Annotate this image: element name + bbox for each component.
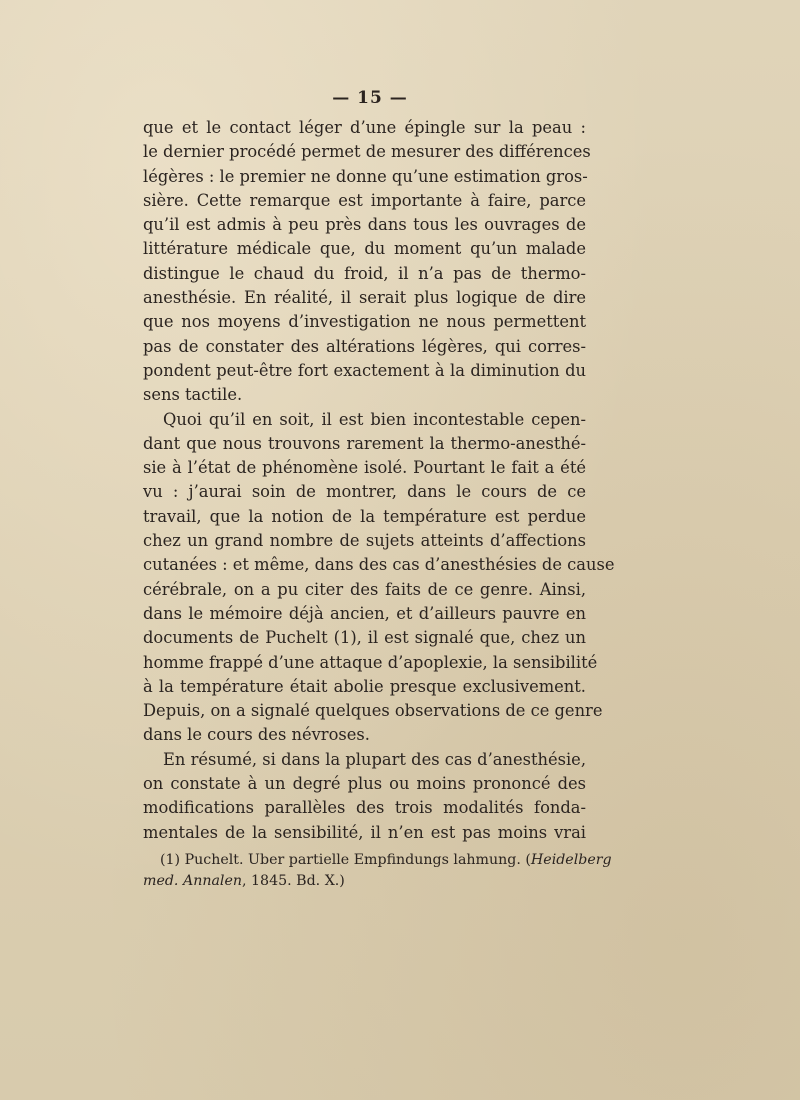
text-line: sens tactile. bbox=[143, 385, 243, 405]
footnote-line bbox=[143, 871, 588, 892]
text-line: distingue le chaud du froid, il n’a pas de thermo- bbox=[143, 263, 586, 283]
text-line: documents de Puchelt (1), il est signalé que, chez un bbox=[143, 628, 586, 648]
text-line: que nos moyens d’investigation ne nous permettent bbox=[143, 312, 586, 332]
footnote-text: , 1845. Bd. X.) bbox=[242, 873, 345, 889]
footnote-journal: med. Annalen bbox=[143, 873, 243, 889]
text-line: modifications parallèles des trois modalités fonda- bbox=[143, 798, 586, 818]
text-line: anesthésie. En réalité, il serait plus logique de dire bbox=[143, 288, 586, 308]
text-line: homme frappé d’une attaque d’apoplexie, la sensibilité bbox=[143, 652, 598, 672]
text-line: mentales de la sensibilité, il n’en est pas moins vrai bbox=[143, 822, 586, 842]
text-line: le dernier procédé permet de mesurer des différences bbox=[143, 142, 591, 162]
text-line: on constate à un degré plus ou moins prononcé des bbox=[143, 774, 586, 794]
text-line: dant que nous trouvons rarement la thermo-anesthé- bbox=[143, 433, 586, 453]
text-line: pas de constater des altérations légères, qui corres- bbox=[143, 336, 586, 356]
text-line: travail, que la notion de la température est perdue bbox=[143, 506, 586, 526]
text-line: Quoi qu’il en soit, il est bien incontestable cepen- bbox=[163, 409, 586, 429]
text-line: à la température était abolie presque exclusivement. bbox=[143, 676, 586, 696]
text-line: Depuis, on a signalé quelques observations de ce genre bbox=[143, 701, 603, 721]
footnote-journal: Heidelberg bbox=[530, 852, 612, 868]
page-number: — 15 — bbox=[332, 88, 408, 108]
text-line: que et le contact léger d’une épingle sur la peau : bbox=[143, 118, 586, 137]
text-line: chez un grand nombre de sujets atteints d’affections bbox=[143, 531, 586, 551]
text-line: En résumé, si dans la plupart des cas d’anesthésie, bbox=[163, 749, 586, 769]
text-line: dans le mémoire déjà ancien, et d’ailleurs pauvre en bbox=[143, 603, 586, 623]
text-line: vu : j’aurai soin de montrer, dans le cours de ce bbox=[143, 482, 586, 502]
text-line: cérébrale, on a pu citer des faits de ce genre. Ainsi, bbox=[143, 579, 586, 599]
text-line: qu’il est admis à peu près dans tous les ouvrages de bbox=[143, 215, 586, 235]
text-line: dans le cours des névroses. bbox=[143, 725, 370, 745]
text-line: sière. Cette remarque est importante à faire, parce bbox=[143, 190, 586, 210]
footnote bbox=[143, 850, 612, 892]
body-text bbox=[143, 116, 615, 845]
text-line: cutanées : et même, dans des cas d’anesthésies de cause bbox=[143, 555, 615, 575]
text-line: sie à l’état de phénomène isolé. Pourtant le fait a été bbox=[143, 458, 586, 478]
footnote-line bbox=[143, 850, 612, 871]
text-line: pondent peut-être fort exactement à la diminution du bbox=[143, 360, 586, 380]
text-line: littérature médicale que, du moment qu’un malade bbox=[143, 239, 586, 259]
footnote-text: (1) Puchelt. Uber partielle Empfindungs lahmung. ( bbox=[160, 852, 531, 868]
text-line: légères : le premier ne donne qu’une estimation gros- bbox=[143, 166, 588, 186]
